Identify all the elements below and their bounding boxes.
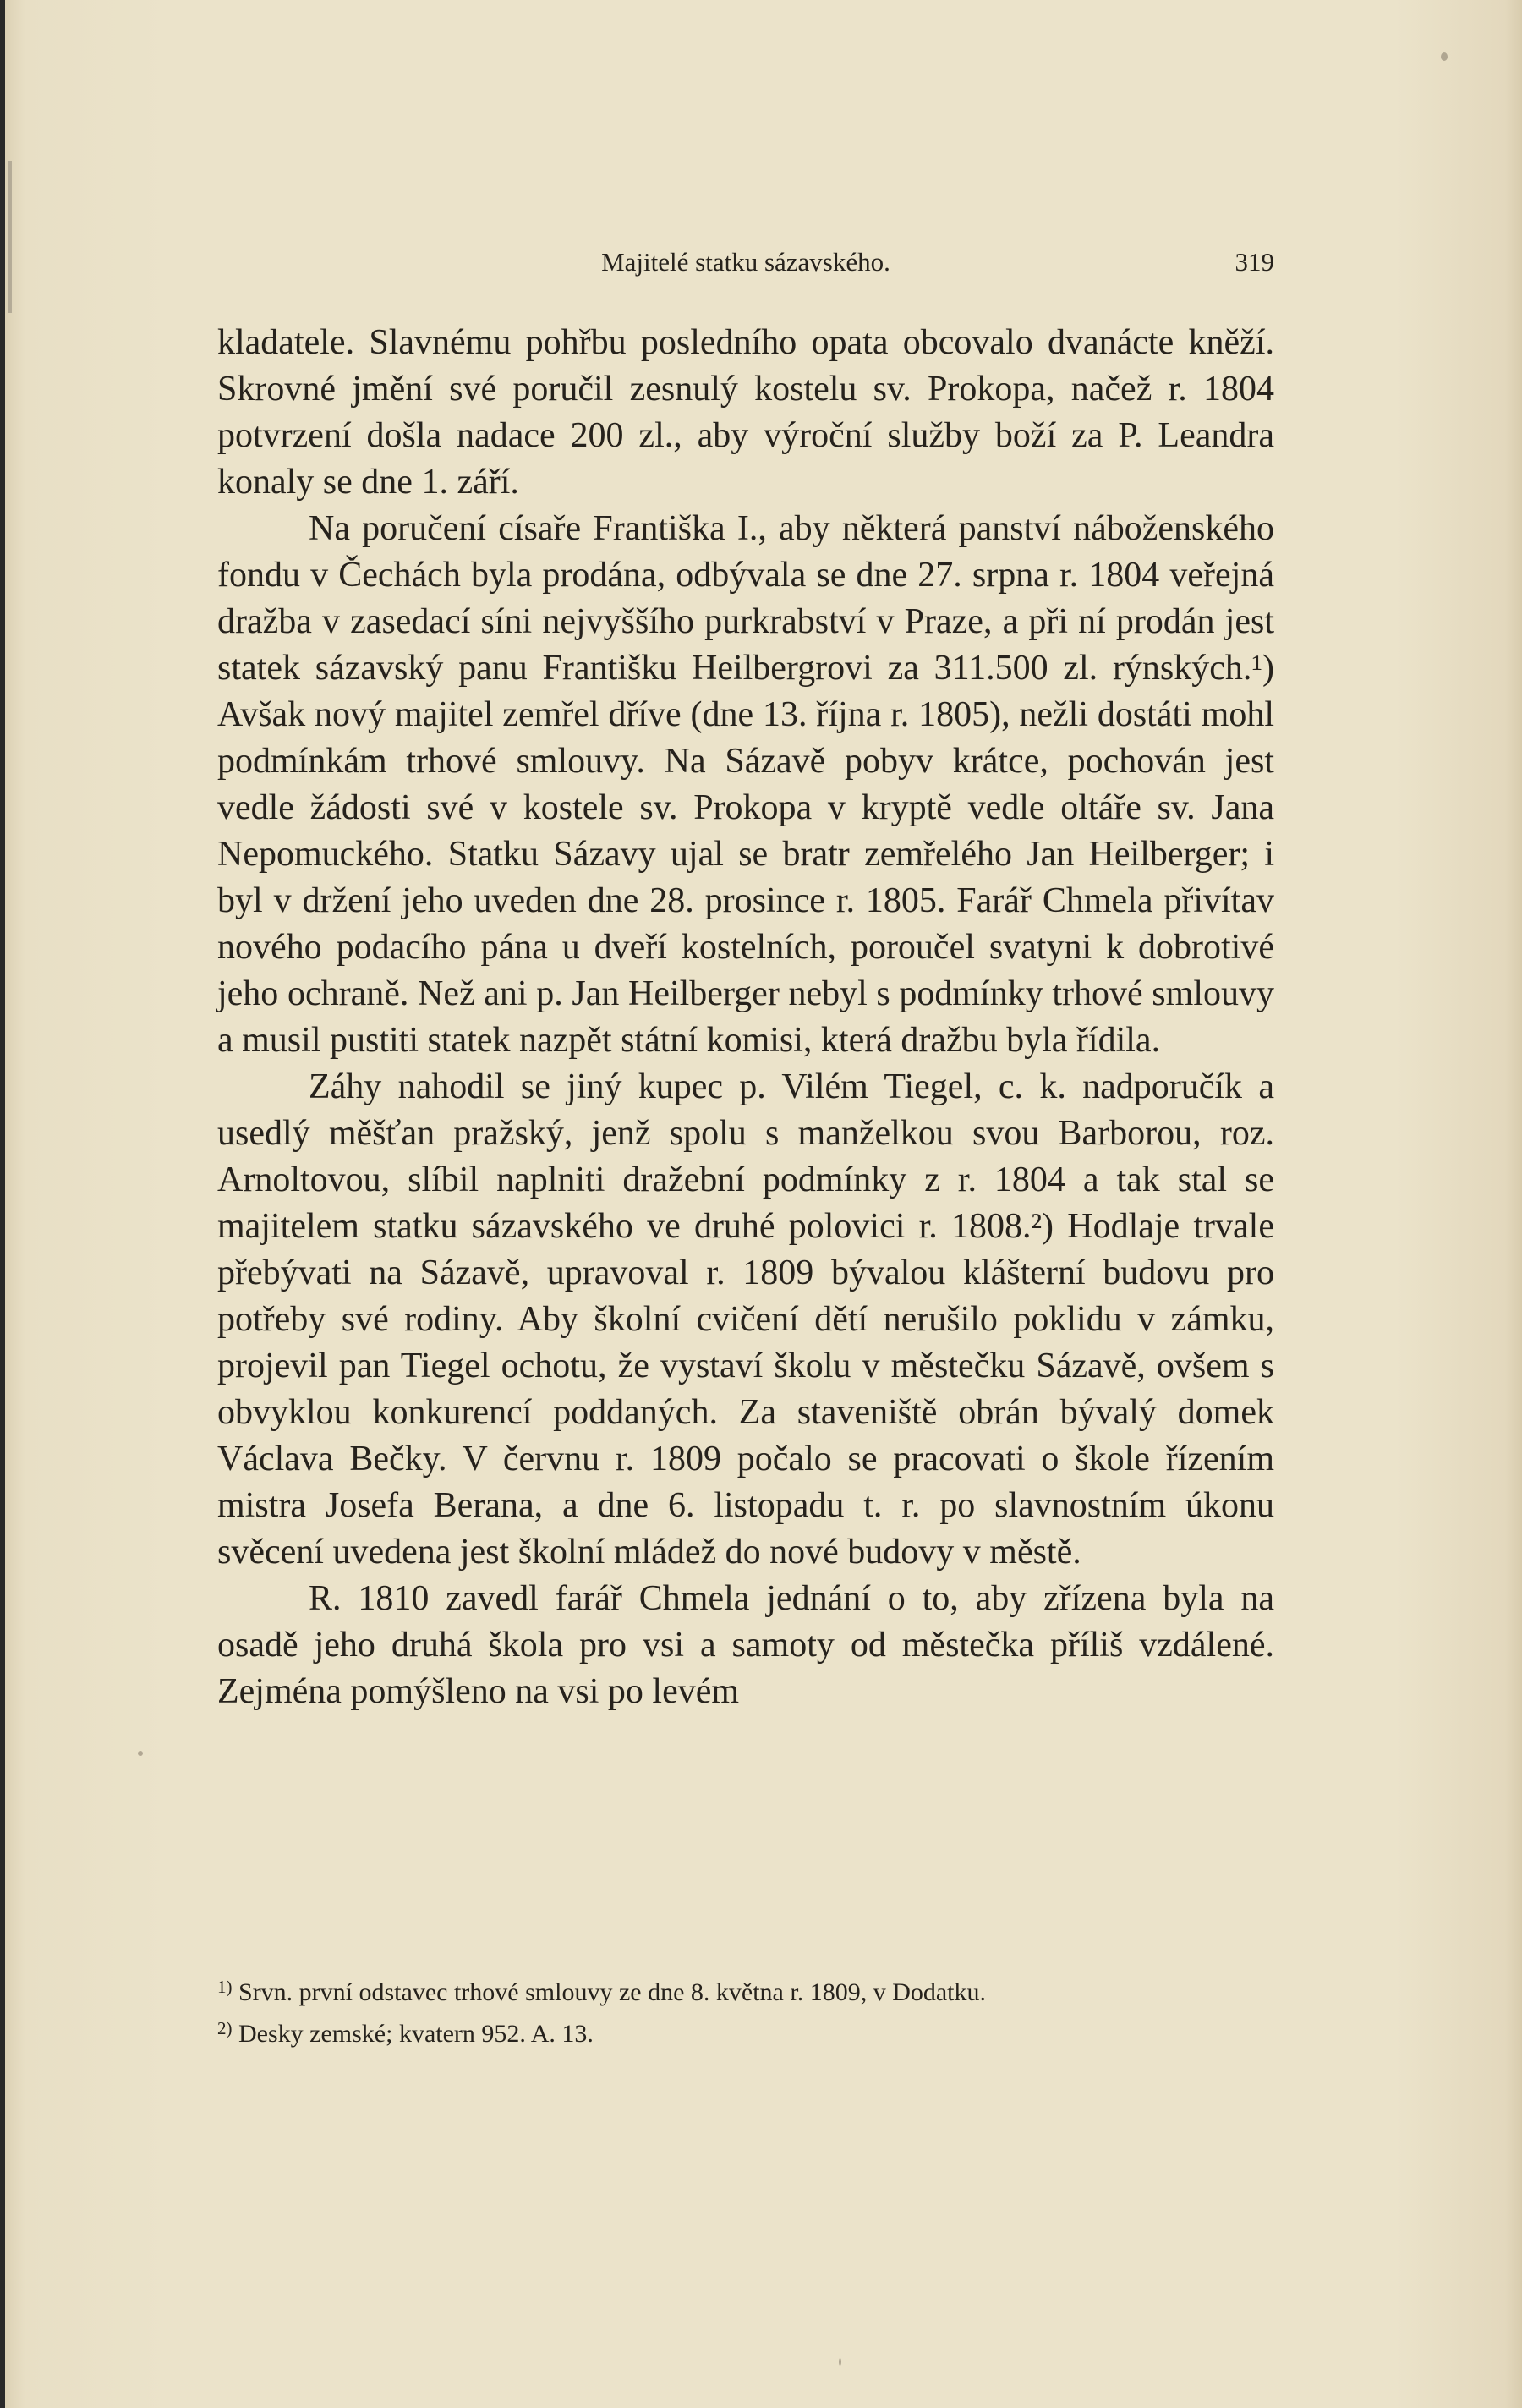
binding-edge xyxy=(0,0,5,2408)
page-edge-mark xyxy=(8,161,12,313)
running-head: Majitelé statku sázavského. xyxy=(601,247,890,277)
paragraph: kladatele. Slavnému pohřbu posledního opata obcovalo dvanácte kněží. Skrovné jmění své poručil zesnulý kostelu sv. Prokopa, načež r. 1804 potvrzení došla nadace 200 zl., aby výroční služby boží za P. Leandra konaly se dne 1. září. xyxy=(217,323,1274,502)
page-number: 319 xyxy=(1235,247,1274,277)
footnotes xyxy=(217,1969,1274,2052)
paper-speck xyxy=(839,2358,841,2366)
footnote-mark: 1) xyxy=(217,1977,233,1997)
page-header xyxy=(217,247,1274,281)
paragraph: Záhy nahodil se jiný kupec p. Vilém Tiegel, c. k. nadporučík a usedlý měšťan pražský, jenž spolu s manželkou svou Barborou, roz. Arnoltovou, slíbil naplniti dražební podmínky z r. 1804 a tak stal se majitelem statku sázavského ve druhé polovici r. 1808.²) Hodlaje trvale přebývati na Sázavě, upravoval r. 1809 bývalou klášterní budovu pro potřeby své rodiny. Aby školní cvičení dětí nerušilo poklidu v zámku, projevil pan Tiegel ochotu, že vystaví školu v městečku Sázavě, ovšem s obvyklou konkurencí poddaných. Za staveniště obrán bývalý domek Václava Bečky. V červnu r. 1809 počalo se pracovati o škole řízením mistra Josefa Berana, a dne 6. listopadu t. r. po slavnostním úkonu svěcení uvedena jest školní mládež do nové budovy v městě. xyxy=(217,1067,1274,1572)
paragraph: R. 1810 zavedl farář Chmela jednání o to, aby zřízena byla na osadě jeho druhá škola pro vsi a samoty od městečka příliš vzdálené. Zejména pomýšleno na vsi po levém xyxy=(217,1579,1274,1711)
footnote-mark: 2) xyxy=(217,2018,233,2038)
paper-speck xyxy=(138,1751,143,1756)
paragraph: Na poručení císaře Františka I., aby některá panství náboženského fondu v Čechách byla prodána, odbývala se dne 27. srpna r. 1804 veřejná dražba v zasedací síni nejvyššího purkrabství v Praze, a při ní prodán jest statek sázavský panu Františku Heilbergrovi za 311.500 zl. rýnských.¹) Avšak nový majitel zemřel dříve (dne 13. října r. 1805), nežli dostáti mohl podmínkám trhové smlouvy. Na Sázavě pobyv krátce, pochován jest vedle žádosti své v kostele sv. Prokopa v kryptě vedle oltáře sv. Jana Nepomuckého. Statku Sázavy ujal se bratr zemřelého Jan Heilberger; i byl v držení jeho uveden dne 28. prosince r. 1805. Farář Chmela přivítav nového podacího pána u dveří kostelních, poroučel svatyni k dobrotivé jeho ochraně. Než ani p. Jan Heilberger nebyl s podmínky trhové smlouvy a musil pustiti statek nazpět státní komisi, která dražbu byla řídila. xyxy=(217,509,1274,1060)
footnote xyxy=(217,2010,1274,2052)
footnote-text: Srvn. první odstavec trhové smlouvy ze dne 8. května r. 1809, v Dodatku. xyxy=(238,1978,987,2006)
footnote-text: Desky zemské; kvatern 952. A. 13. xyxy=(238,2020,594,2048)
footnote xyxy=(217,1969,1274,2010)
paper-speck xyxy=(1441,52,1448,61)
body-text xyxy=(217,320,1274,1715)
